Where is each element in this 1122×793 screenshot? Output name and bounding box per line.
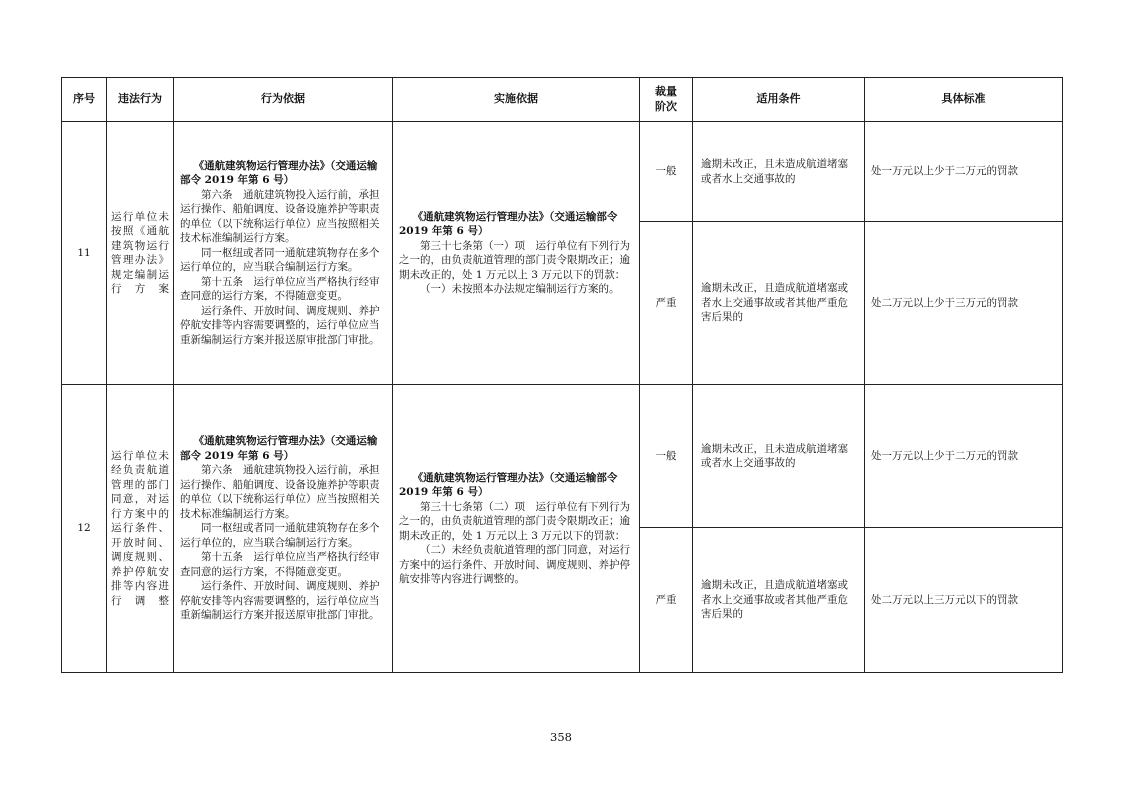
condition-cell: 逾期未改正，且未造成航道堵塞或者水上交通事故的 (693, 122, 865, 222)
basis-paragraph: 第六条 通航建筑物投入运行前，承担运行操作、船舶调度、设备设施养护等职责的单位（以下统称运行单位）应当按照相关技术标准编制运行方案。 (180, 188, 380, 245)
page-number: 358 (550, 730, 572, 744)
basis-paragraph: 第六条 通航建筑物投入运行前，承担运行操作、船舶调度、设备设施养护等职责的单位（以下统称运行单位）应当按照相关技术标准编制运行方案。 (180, 464, 380, 520)
basis-title: 《通航建筑物运行管理办法》（交通运输部令 2019 年第 6 号） (180, 159, 378, 187)
condition-cell: 逾期未改正，且造成航道堵塞或者水上交通事故或者其他严重危害后果的 (693, 222, 865, 385)
implementation-title: 《通航建筑物运行管理办法》（交通运输部令 2019 年第 6 号） (399, 471, 618, 498)
header-violation: 违法行为 (107, 78, 174, 122)
header-row (62, 78, 1063, 122)
header-basis: 行为依据 (174, 78, 393, 122)
implementation-paragraph: （一）未按照本办法规定编制运行方案的。 (420, 283, 620, 295)
implementation-paragraph: 第三十七条第（二）项 运行单位有下列行为之一的，由负责航道管理的部门责令限期改正；逾期未改正的，处 1 万元以上 3 万元以下的罚款： (399, 500, 630, 542)
standard-cell: 处二万元以上三万元以下的罚款 (865, 528, 1063, 673)
implementation-cell (393, 122, 640, 385)
violation-text: 运行单位未经负责航道管理的部门同意，对运行方案中的运行条件、开放时间、调度规则、养护停航安排等内容进行调整 (111, 449, 169, 607)
header-condition: 适用条件 (693, 78, 865, 122)
header-no: 序号 (62, 78, 107, 122)
violation-text: 运行单位未按照《通航建筑物运行管理办法》规定编制运行方案 (111, 210, 169, 295)
basis-paragraph: 第十五条 运行单位应当严格执行经审查同意的运行方案，不得随意变更。 (180, 551, 380, 578)
basis-cell (174, 122, 393, 385)
basis-title: 《通航建筑物运行管理办法》（交通运输部令 2019 年第 6 号） (180, 435, 378, 462)
implementation-title: 《通航建筑物运行管理办法》（交通运输部令 2019 年第 6 号） (399, 210, 618, 237)
implementation-paragraph: 第三十七条第（一）项 运行单位有下列行为之一的，由负责航道管理的部门责令限期改正；逾期未改正的，处 1 万元以上 3 万元以下的罚款： (399, 239, 630, 281)
implementation-paragraph: （二）未经负责航道管理的部门同意，对运行方案中的运行条件、开放时间、调度规则、养护停航安排等内容进行调整的。 (399, 544, 630, 585)
condition-cell: 逾期未改正，且造成航道堵塞或者水上交通事故或者其他严重危害后果的 (693, 528, 865, 673)
standard-cell: 处二万元以上少于三万元的罚款 (865, 222, 1063, 385)
basis-paragraph: 运行条件、开放时间、调度规则、养护停航安排等内容需要调整的，运行单位应当重新编制运行方案并报送原审批部门审批。 (180, 304, 380, 346)
standard-cell: 处一万元以上少于二万元的罚款 (865, 122, 1063, 222)
row-number: 12 (62, 385, 107, 673)
standard-cell: 处一万元以上少于二万元的罚款 (865, 385, 1063, 528)
basis-paragraph: 同一枢纽或者同一通航建筑物存在多个运行单位的，应当联合编制运行方案。 (180, 522, 380, 549)
level-cell: 严重 (640, 528, 693, 673)
row-number: 11 (62, 122, 107, 385)
table-row (62, 122, 1063, 222)
violation-cell (107, 385, 174, 673)
basis-paragraph: 运行条件、开放时间、调度规则、养护停航安排等内容需要调整的，运行单位应当重新编制运行方案并报送原审批部门审批。 (180, 580, 380, 622)
header-level (640, 78, 693, 122)
implementation-cell (393, 385, 640, 673)
header-implementation: 实施依据 (393, 78, 640, 122)
header-level-text: 裁量阶次 (655, 85, 677, 113)
violation-cell (107, 122, 174, 385)
level-cell: 一般 (640, 122, 693, 222)
penalty-discretion-table (61, 77, 1063, 673)
condition-cell: 逾期未改正，且未造成航道堵塞或者水上交通事故的 (693, 385, 865, 528)
basis-paragraph: 同一枢纽或者同一通航建筑物存在多个运行单位的，应当联合编制运行方案。 (180, 246, 380, 274)
level-cell: 严重 (640, 222, 693, 385)
header-standard: 具体标准 (865, 78, 1063, 122)
level-cell: 一般 (640, 385, 693, 528)
basis-cell (174, 385, 393, 673)
table-row (62, 385, 1063, 528)
basis-paragraph: 第十五条 运行单位应当严格执行经审查同意的运行方案，不得随意变更。 (180, 275, 380, 303)
